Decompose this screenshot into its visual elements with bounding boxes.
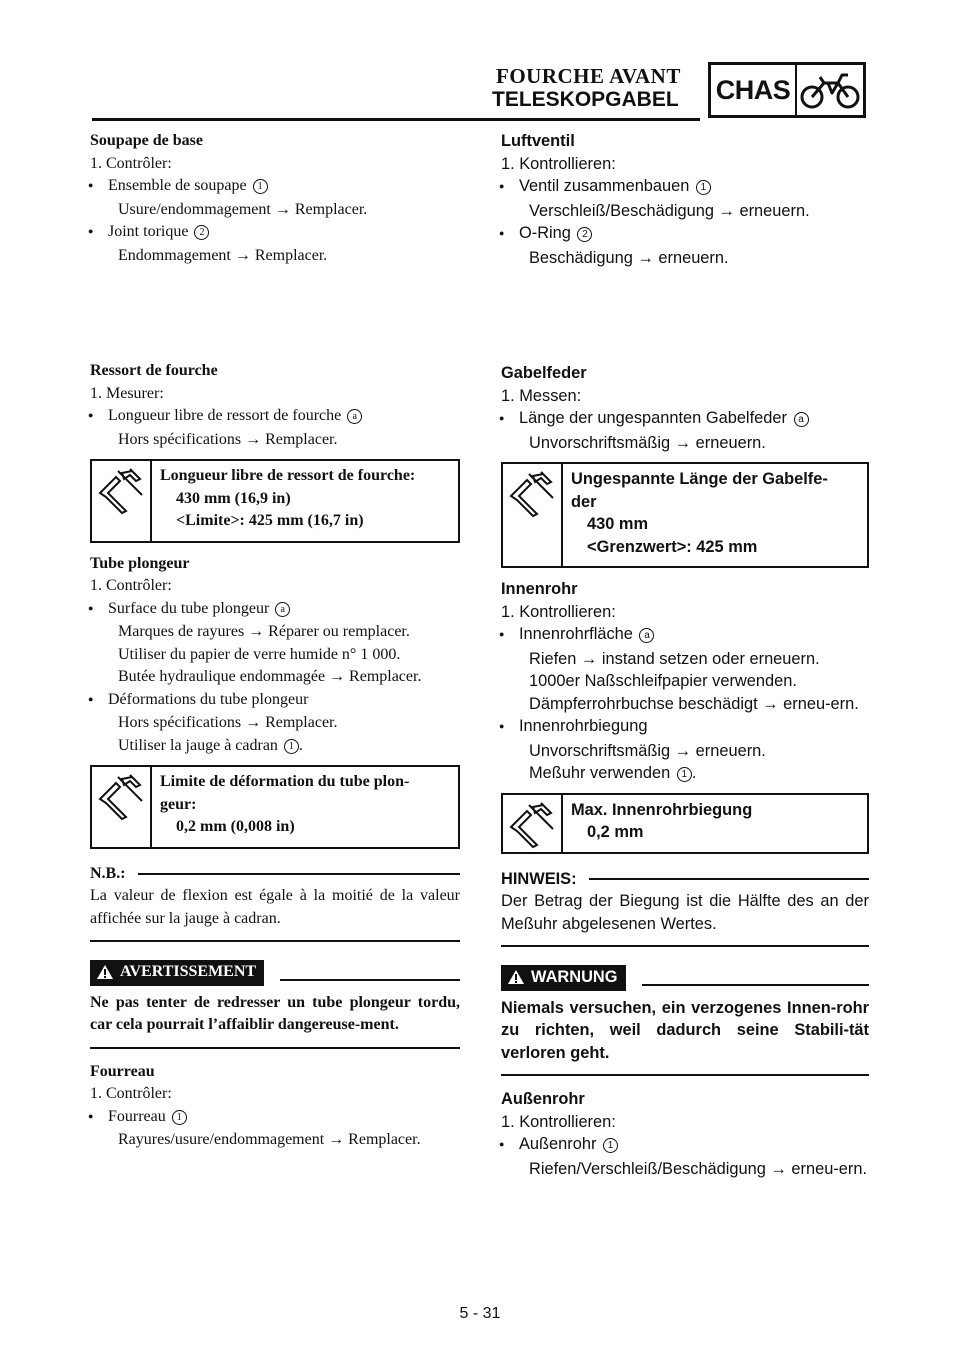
step: 1. Contrôler: [90,577,172,594]
spec-label-cont: der [571,492,597,511]
bullet-item: ● Außenrohr 1 [501,1133,869,1158]
bullet-item: ● Länge der ungespannten Gabelfeder a [501,407,869,432]
page-number: 5 - 31 [459,1305,501,1322]
bullet-subtext: Hors spécifications → Remplacer. [118,430,338,448]
bullet-item: ● Longueur libre de ressort de fourche a [90,405,460,429]
spec-box [501,793,869,854]
bullet-subtext: Riefen/Verschleiß/Beschädigung → erneu-ern. [529,1159,868,1178]
bullet-item: ● Fourreau 1 [90,1106,460,1130]
warning-triangle-icon [96,964,114,980]
spec-box [90,765,460,849]
wrench-caliper-icon [503,795,563,852]
bullet-item: ● Ventil zusammenbauen 1 [501,175,869,200]
spec-limit: <Limite>: 425 mm (16,7 in) [176,512,364,529]
step: 1. Mesurer: [90,384,164,402]
step: 1. Contrôler: [90,1085,172,1102]
spec-box [501,462,869,568]
section-title: Innenrohr [501,580,578,598]
section-title: Ressort de fourche [90,362,218,379]
callout-number: 2 [194,225,209,240]
section-title: Soupape de base [90,132,203,149]
bullet-subtext: Utiliser du papier de verre humide n° 1 000. [118,645,401,663]
section-title: Gabelfeder [501,364,587,382]
bullet-item: ● Joint torique 2 [90,221,460,245]
warning-end-rule [501,1074,869,1076]
bullet-item: ● Innenrohrbiegung [501,715,869,740]
callout-letter: a [794,412,809,427]
bullet-subtext: Verschleiß/Beschädigung → erneuern. [529,201,810,220]
bullet-subtext: Butée hydraulique endommagée → Remplacer. [118,668,422,685]
warning-heading: WARNUNG [501,965,869,991]
section-badge [708,62,866,118]
bullet-subtext: Dämpferrohrbuchse beschädigt → erneu-ern. [529,694,859,713]
bullet-subtext: Utiliser la jauge à cadran 1 . [118,736,303,754]
bullet-item: ● Déformations du tube plongeur [90,689,460,713]
callout-letter: a [275,602,290,617]
warning-text: Ne pas tenter de redresser un tube plongeur tordu, car cela pourrait l’affaiblir dangereuse-ment. [90,993,460,1033]
bullet-subtext: Usure/endommagement → Remplacer. [118,200,368,218]
bullet-subtext: Beschädigung → erneuern. [529,248,729,267]
note-heading: N.B.: [90,863,460,886]
bullet-subtext: Rayures/usure/endommagement → Remplacer. [118,1131,421,1148]
step: 1. Kontrollieren: [501,602,616,621]
warning-heading: AVERTISSEMENT [90,960,460,986]
bullet-subtext: Hors spécifications → Remplacer. [118,714,338,731]
spec-label: Ungespannte Länge der Gabelfe- [571,470,828,488]
bullet-subtext: Endommagement → Remplacer. [118,246,328,264]
spec-label: Longueur libre de ressort de fourche: [160,467,416,484]
spec-value: 0,2 mm (0,008 in) [176,818,295,835]
warning-text: Niemals versuchen, ein verzogenes Innen-rohr zu richten, weil dadurch seine Stabili-tät verloren geht. [501,998,869,1062]
section-title: Luftventil [501,132,575,150]
bullet-subtext: Marques de rayures → Réparer ou remplacer. [118,623,410,640]
callout-number: 1 [603,1138,618,1153]
step: 1. Messen: [501,386,582,405]
bullet-item: ● Innenrohrfläche a [501,623,869,648]
spec-label: Max. Innenrohrbiegung [571,800,753,819]
header-title-de: TELESKOPGABEL [492,88,679,111]
section-title: Tube plongeur [90,554,190,572]
section-label: CHAS [711,65,797,115]
section-title: Fourreau [90,1062,155,1080]
spec-label: Limite de déformation du tube plon- [160,773,410,790]
callout-number: 1 [696,180,711,195]
bullet-subtext: Meßuhr verwenden 1 . [529,764,697,782]
bullet-subtext: Unvorschriftsmäßig → erneuern. [529,433,766,452]
wrench-caliper-icon [92,461,152,541]
callout-number: 1 [172,1110,187,1125]
callout-number: 1 [677,767,692,782]
column-german [501,130,869,1180]
bullet-item: ● Ensemble de soupape 1 [90,175,460,199]
callout-letter: a [639,628,654,643]
callout-number: 2 [577,227,592,242]
note-heading: HINWEIS: [501,868,869,891]
callout-number: 1 [253,179,268,194]
spec-value: 430 mm [587,515,649,533]
motorcycle-icon [797,65,863,115]
spec-value: 430 mm (16,9 in) [176,489,291,507]
bullet-subtext: Unvorschriftsmäßig → erneuern. [529,741,766,760]
bullet-item: ● O-Ring 2 [501,222,869,247]
bullet-subtext: 1000er Naßschleifpapier verwenden. [529,672,797,690]
spec-label-cont: geur: [160,795,197,813]
step: 1. Kontrollieren: [501,154,616,173]
bullet-subtext: Riefen → instand setzen oder erneuern. [529,649,820,668]
note-end-rule [90,940,460,942]
spec-limit: <Grenzwert>: 425 mm [587,537,758,556]
note-text: La valeur de flexion est égale à la moitié de la valeur affichée sur la jauge à cadran. [90,887,460,927]
column-french [90,130,460,1152]
wrench-caliper-icon [503,464,563,566]
callout-number: 1 [284,739,299,754]
spec-box [90,459,460,543]
wrench-caliper-icon [92,767,152,847]
callout-letter: a [347,409,362,424]
header-title-fr: FOURCHE AVANT [496,64,681,88]
note-end-rule [501,945,869,947]
step: 1. Kontrollieren: [501,1112,616,1131]
warning-triangle-icon [507,969,525,985]
step: 1. Contrôler: [90,154,172,172]
section-title: Außenrohr [501,1090,585,1108]
bullet-item: ● Surface du tube plongeur a [90,598,460,622]
header-rule [92,118,700,121]
spec-value: 0,2 mm [587,823,644,841]
note-text: Der Betrag der Biegung ist die Hälfte des an der Meßuhr abgelesenen Wertes. [501,892,869,933]
warning-end-rule [90,1047,460,1049]
